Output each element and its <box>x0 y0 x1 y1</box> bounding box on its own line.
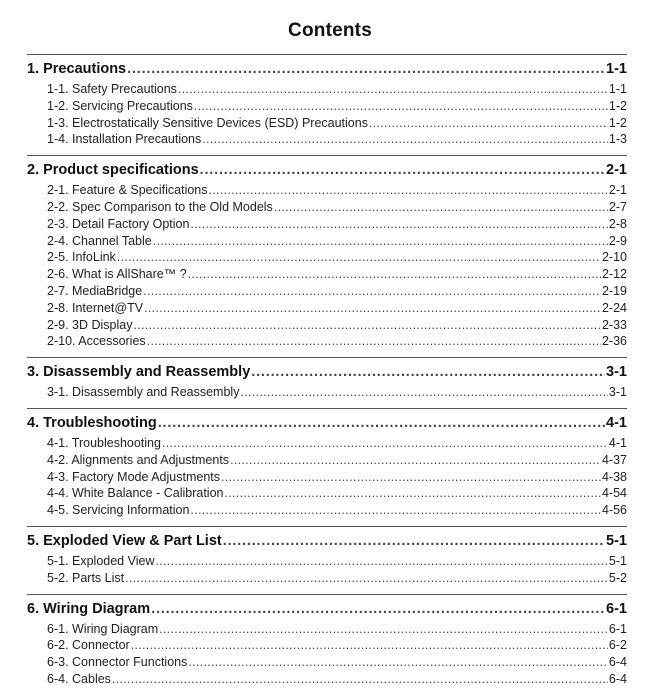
entry-page-number: 2-7 <box>608 199 627 214</box>
entry-title: 1-4. Installation Precautions <box>47 132 202 147</box>
dot-leader <box>190 216 608 233</box>
section-page-number: 2-1 <box>606 162 627 179</box>
dot-leader <box>240 384 607 401</box>
section-page-number: 6-1 <box>606 600 627 617</box>
entry-title: 2-6. What is AllShare™ ? <box>47 267 187 282</box>
dot-leader <box>143 283 601 300</box>
dot-leader <box>190 502 601 519</box>
toc-entry[interactable] <box>47 266 627 283</box>
toc-entry[interactable] <box>47 115 627 132</box>
entry-page-number: 4-1 <box>608 435 627 450</box>
entry-page-number: 2-8 <box>608 216 627 231</box>
section-title: 4. Troubleshooting <box>27 414 157 431</box>
entry-title: 4-4. White Balance - Calibration <box>47 486 224 501</box>
entry-page-number: 2-12 <box>601 267 627 282</box>
entry-title: 2-1. Feature & Specifications <box>47 183 208 198</box>
toc-entry[interactable] <box>47 249 627 266</box>
toc-section-heading[interactable] <box>27 530 627 552</box>
entry-title: 3-1. Disassembly and Reassembly <box>47 385 240 400</box>
dot-leader <box>155 553 607 570</box>
toc-section <box>27 408 627 526</box>
dot-leader <box>127 58 605 80</box>
section-page-number: 1-1 <box>606 61 627 77</box>
toc-entry[interactable] <box>47 654 627 671</box>
entry-title: 4-2. Alignments and Adjustments <box>47 452 230 467</box>
entry-title: 4-5. Servicing Information <box>47 503 190 518</box>
entry-page-number: 3-1 <box>608 385 627 400</box>
entry-title: 2-3. Detail Factory Option <box>47 216 190 231</box>
toc-entry[interactable] <box>47 300 627 317</box>
toc-section-heading[interactable] <box>27 412 627 434</box>
toc-entry[interactable] <box>47 199 627 216</box>
dot-leader <box>133 317 601 334</box>
dot-leader <box>117 249 601 266</box>
entry-title: 1-1. Safety Precautions <box>47 82 177 96</box>
table-of-contents <box>27 54 627 695</box>
toc-entry-list <box>27 384 627 401</box>
toc-section <box>27 155 627 357</box>
dot-leader <box>221 469 601 486</box>
entry-title: 2-2. Spec Comparison to the Old Models <box>47 199 273 214</box>
entry-page-number: 4-56 <box>601 503 627 518</box>
dot-leader <box>158 412 605 434</box>
toc-entry[interactable] <box>47 98 627 115</box>
entry-title: 6-4. Cables <box>47 671 111 686</box>
toc-section-heading[interactable] <box>27 361 627 383</box>
entry-page-number: 6-1 <box>608 621 627 636</box>
entry-page-number: 4-37 <box>601 452 627 467</box>
toc-section-heading[interactable] <box>27 598 627 620</box>
entry-title: 2-9. 3D Display <box>47 317 133 332</box>
toc-entry[interactable] <box>47 131 627 148</box>
entry-page-number: 5-1 <box>608 553 627 568</box>
entry-page-number: 1-1 <box>608 82 627 96</box>
section-title: 3. Disassembly and Reassembly <box>27 364 251 381</box>
dot-leader <box>274 199 608 216</box>
toc-entry-list <box>27 182 627 350</box>
page-title: Contents <box>288 20 372 41</box>
entry-page-number: 6-4 <box>608 671 627 686</box>
toc-section <box>27 357 627 408</box>
dot-leader <box>251 361 605 383</box>
dot-leader <box>230 452 601 469</box>
section-title: 5. Exploded View & Part List <box>27 532 222 549</box>
section-page-number: 5-1 <box>606 532 627 549</box>
toc-entry[interactable] <box>47 81 627 98</box>
dot-leader <box>188 654 608 671</box>
toc-entry[interactable] <box>47 384 627 401</box>
dot-leader <box>202 131 608 148</box>
entry-title: 6-3. Connector Functions <box>47 655 188 670</box>
dot-leader <box>159 621 608 638</box>
toc-entry[interactable] <box>47 452 627 469</box>
toc-entry[interactable] <box>47 485 627 502</box>
toc-entry[interactable] <box>47 469 627 486</box>
dot-leader <box>162 435 608 452</box>
entry-page-number: 2-19 <box>601 283 627 298</box>
entry-title: 2-8. Internet@TV <box>47 300 144 315</box>
toc-entry[interactable] <box>47 216 627 233</box>
toc-entry[interactable] <box>47 283 627 300</box>
section-title: 2. Product specifications <box>27 162 199 179</box>
section-title: 6. Wiring Diagram <box>27 600 151 617</box>
toc-entry[interactable] <box>47 233 627 250</box>
entry-page-number: 1-3 <box>608 132 627 147</box>
toc-entry[interactable] <box>47 553 627 570</box>
toc-entry-list <box>27 621 627 688</box>
entry-title: 4-1. Troubleshooting <box>47 435 161 450</box>
entry-page-number: 1-2 <box>608 115 627 130</box>
toc-section-heading[interactable] <box>27 159 627 181</box>
toc-entry[interactable] <box>47 637 627 654</box>
entry-page-number: 4-54 <box>601 486 627 501</box>
entry-page-number: 2-1 <box>608 183 627 198</box>
entry-page-number: 6-2 <box>608 638 627 653</box>
entry-title: 5-2. Parts List <box>47 570 125 585</box>
dot-leader <box>194 98 608 115</box>
section-title: 1. Precautions <box>27 61 127 77</box>
entry-page-number: 2-33 <box>601 317 627 332</box>
dot-leader <box>178 81 608 98</box>
entry-title: 6-1. Wiring Diagram <box>47 621 159 636</box>
toc-entry-list <box>27 81 627 148</box>
entry-title: 1-3. Electrostatically Sensitive Devices (ESD) Precautions <box>47 115 368 130</box>
entry-title: 2-10. Accessories <box>47 334 146 349</box>
entry-page-number: 5-2 <box>608 570 627 585</box>
dot-leader <box>144 300 601 317</box>
dot-leader <box>131 637 608 654</box>
section-page-number: 3-1 <box>606 364 627 381</box>
dot-leader <box>223 530 605 552</box>
entry-title: 2-5. InfoLink <box>47 250 116 265</box>
entry-page-number: 4-38 <box>601 469 627 484</box>
entry-title: 6-2. Connector <box>47 638 130 653</box>
toc-section-heading[interactable] <box>27 58 627 80</box>
entry-page-number: 2-24 <box>601 300 627 315</box>
entry-page-number: 2-10 <box>601 250 627 265</box>
entry-page-number: 1-2 <box>608 98 627 113</box>
dot-leader <box>200 159 605 181</box>
toc-section <box>27 526 627 594</box>
entry-title: 5-1. Exploded View <box>47 553 155 568</box>
section-page-number: 4-1 <box>606 414 627 431</box>
dot-leader <box>369 115 608 132</box>
toc-entry-list <box>27 435 627 519</box>
toc-entry[interactable] <box>47 317 627 334</box>
dot-leader <box>224 485 600 502</box>
entry-page-number: 6-4 <box>608 655 627 670</box>
dot-leader <box>188 266 601 283</box>
toc-entry[interactable] <box>47 621 627 638</box>
toc-entry[interactable] <box>47 570 627 587</box>
dot-leader <box>151 598 605 620</box>
toc-section <box>27 54 627 155</box>
dot-leader <box>153 233 608 250</box>
toc-entry[interactable] <box>47 435 627 452</box>
toc-entry[interactable] <box>47 333 627 350</box>
entry-title: 4-3. Factory Mode Adjustments <box>47 469 220 484</box>
entry-title: 1-2. Servicing Precautions <box>47 98 193 113</box>
toc-entry-list <box>27 553 627 587</box>
dot-leader <box>112 671 608 688</box>
toc-entry[interactable] <box>47 502 627 519</box>
toc-section <box>27 594 627 695</box>
dot-leader <box>147 333 601 350</box>
toc-entry[interactable] <box>47 182 627 199</box>
entry-page-number: 2-9 <box>608 233 627 248</box>
dot-leader <box>209 182 608 199</box>
entry-title: 2-7. MediaBridge <box>47 283 143 298</box>
entry-page-number: 2-36 <box>601 334 627 349</box>
toc-entry[interactable] <box>47 671 627 688</box>
dot-leader <box>125 570 608 587</box>
entry-title: 2-4. Channel Table <box>47 233 152 248</box>
